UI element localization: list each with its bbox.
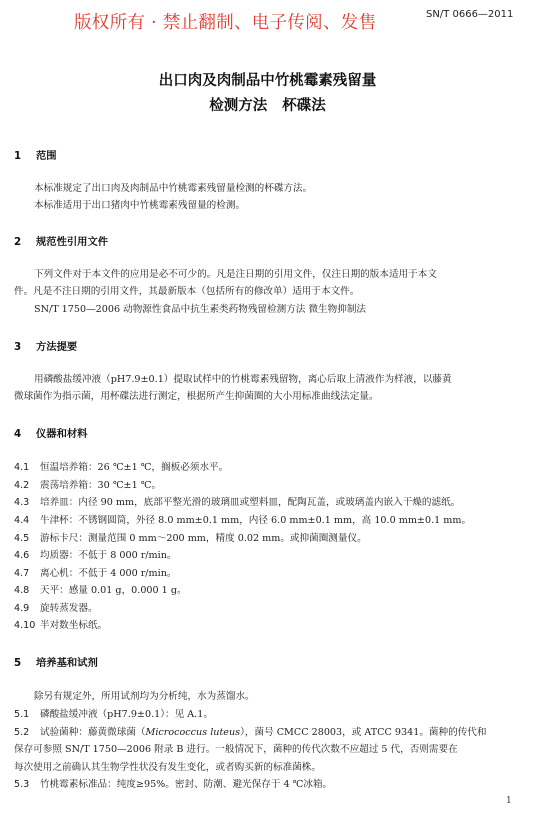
section-title: 范围 bbox=[36, 150, 57, 162]
item-number: 4.6 bbox=[14, 550, 30, 561]
paragraph: 除另有规定外，所用试剂均为分析纯，水为蒸馏水。 bbox=[34, 691, 255, 702]
copyright-watermark: 版权所有 · 禁止翻制、电子传阅、发售 bbox=[74, 13, 377, 33]
section-number: 1 bbox=[14, 150, 22, 162]
item-number: 4.2 bbox=[14, 480, 30, 491]
item-number: 5.2 bbox=[14, 727, 30, 738]
section-number: 5 bbox=[14, 657, 22, 669]
paragraph: 下列文件对于本文件的应用是必不可少的。凡是注日期的引用文件，仅注日期的版本适用于本文 bbox=[34, 269, 437, 280]
list-item bbox=[14, 724, 486, 738]
item-number: 4.4 bbox=[14, 515, 30, 526]
paragraph: 本标准规定了出口肉及肉制品中竹桃霉素残留量检测的杯碟方法。 bbox=[34, 183, 313, 194]
item-text: 均质器：不低于 8 000 r/min。 bbox=[40, 550, 177, 561]
item-text: 游标卡尺：测量范围 0 mm～200 mm，精度 0.02 mm。或抑菌圈测量仪。 bbox=[40, 533, 367, 544]
item-number: 4.8 bbox=[14, 585, 30, 596]
item-text: 磷酸盐缓冲液（pH7.9±0.1）：见 A.1。 bbox=[40, 709, 213, 720]
list-item bbox=[14, 565, 176, 579]
item-text: 恒温培养箱：26 ℃±1 ℃，搁板必须水平。 bbox=[40, 462, 229, 473]
page-number: 1 bbox=[506, 796, 512, 806]
item-text: 培养皿：内径 90 mm，底部平整光滑的玻璃皿或塑料皿，配陶瓦盖，或玻璃盖内嵌入干燥的滤纸。 bbox=[40, 497, 461, 508]
section-heading-1 bbox=[14, 147, 57, 162]
item-number: 4.3 bbox=[14, 497, 30, 508]
list-item bbox=[14, 494, 460, 508]
paragraph: 每次使用之前确认其生物学性状没有发生变化，或者购买新的标准菌株。 bbox=[14, 762, 321, 773]
section-heading-3 bbox=[14, 338, 77, 353]
section-heading-5 bbox=[14, 654, 98, 669]
list-item bbox=[14, 477, 161, 491]
list-item bbox=[14, 547, 176, 561]
section-heading-2 bbox=[14, 233, 108, 248]
item-text: 牛津杯：不锈钢圆筒，外径 8.0 mm±0.1 mm，内径 6.0 mm±0.1 mm，高 10.0 mm±0.1 mm。 bbox=[40, 515, 472, 526]
item-number: 4.10 bbox=[14, 620, 36, 631]
list-item bbox=[14, 617, 107, 631]
list-item bbox=[14, 530, 367, 544]
standard-number: SN/T 0666—2011 bbox=[426, 9, 514, 20]
section-title: 培养基和试剂 bbox=[36, 657, 98, 669]
section-number: 4 bbox=[14, 428, 22, 440]
item-text: 竹桃霉素标准品：纯度≥95%。密封、防潮、避光保存于 4 ℃冰箱。 bbox=[40, 779, 333, 790]
list-item bbox=[14, 512, 471, 526]
latin-name: Micrococcus luteus bbox=[145, 727, 241, 738]
section-title: 仪器和材料 bbox=[36, 428, 88, 440]
list-item bbox=[14, 459, 228, 473]
item-number: 4.1 bbox=[14, 462, 30, 473]
list-item bbox=[14, 600, 98, 614]
paragraph: 本标准适用于出口猪肉中竹桃霉素残留量的检测。 bbox=[34, 200, 246, 211]
document-subtitle: 检测方法 杯碟法 bbox=[209, 98, 326, 114]
section-heading-4 bbox=[14, 425, 87, 440]
document-title: 出口肉及肉制品中竹桃霉素残留量 bbox=[158, 73, 377, 89]
item-number: 4.5 bbox=[14, 533, 30, 544]
paragraph: 件。凡是不注日期的引用文件，其最新版本（包括所有的修改单）适用于本文件。 bbox=[14, 286, 360, 297]
section-title: 方法提要 bbox=[36, 341, 78, 353]
item-number: 4.7 bbox=[14, 568, 30, 579]
item-text: 半对数坐标纸。 bbox=[40, 620, 108, 631]
item-text: 离心机：不低于 4 000 r/min。 bbox=[40, 568, 177, 579]
list-item bbox=[14, 776, 332, 790]
normative-reference: SN/T 1750—2006 动物源性食品中抗生素类药物残留检测方法 微生物抑制法 bbox=[34, 304, 367, 315]
list-item bbox=[14, 582, 187, 596]
paragraph: 用磷酸盐缓冲液（pH7.9±0.1）提取试样中的竹桃霉素残留物，离心后取上清液作为样液，以藤黄 bbox=[34, 374, 452, 385]
paragraph: 保存可参照 SN/T 1750—2006 附录 B 进行。一般情况下，菌种的传代次数不应超过 5 代，否则需要在 bbox=[14, 744, 458, 755]
item-text: 试验菌种：藤黄微球菌（ bbox=[40, 727, 146, 738]
item-text: 旋转蒸发器。 bbox=[40, 603, 98, 614]
item-number: 5.1 bbox=[14, 709, 30, 720]
paragraph: 微球菌作为指示菌，用杯碟法进行测定，根据所产生抑菌圈的大小用标准曲线法定量。 bbox=[14, 391, 379, 402]
item-text: 天平：感量 0.01 g，0.000 1 g。 bbox=[40, 585, 187, 596]
item-text: 震荡培养箱：30 ℃±1 ℃。 bbox=[40, 480, 162, 491]
item-text: ），菌号 CMCC 28003，或 ATCC 9341。菌种的传代和 bbox=[240, 727, 487, 738]
section-number: 2 bbox=[14, 236, 22, 248]
section-number: 3 bbox=[14, 341, 22, 353]
list-item bbox=[14, 706, 213, 720]
item-number: 5.3 bbox=[14, 779, 30, 790]
section-title: 规范性引用文件 bbox=[36, 236, 109, 248]
item-number: 4.9 bbox=[14, 603, 30, 614]
